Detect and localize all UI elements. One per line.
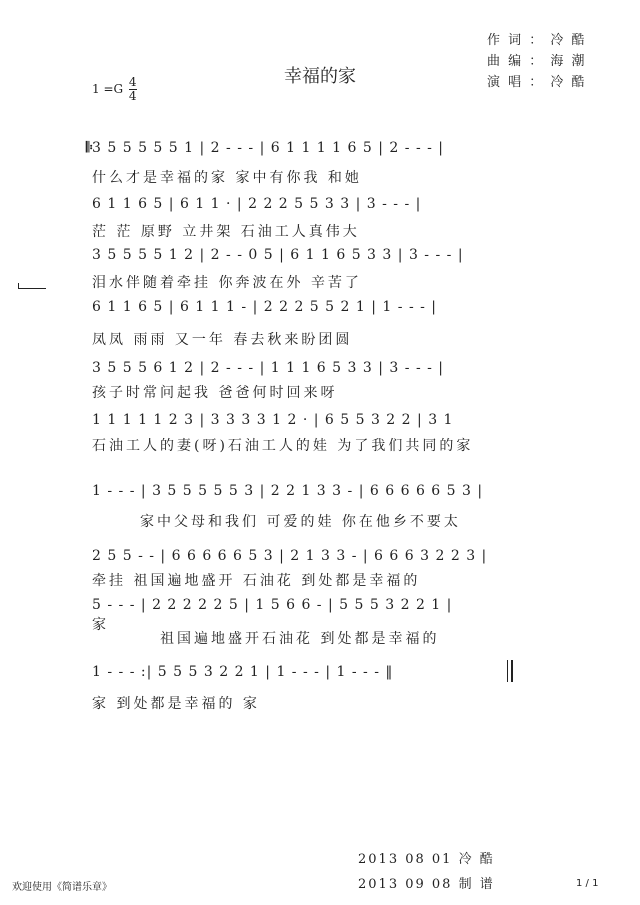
- lyrics-line-9: 家: [92, 617, 109, 633]
- notes-line-7: 1 - - - | 3 5 5 5 5 5 3 | 2 2 1 3 3 - | 6 6 6 6 6 5 3 |: [92, 483, 484, 499]
- lyrics-line-5: 孩子时常问起我 爸爸何时回来呀: [92, 385, 338, 401]
- lyrics-line-10: 家 到处都是幸福的 家: [92, 696, 260, 712]
- lyrics-line-1: 什么才是幸福的家 家中有你我 和她: [92, 170, 362, 186]
- final-barline-thin: [507, 660, 508, 682]
- margin-mark: [18, 288, 46, 289]
- notes-line-1: 3 5 5 5 5 5 1 | 2 - - - | 6 1 1 1 1 6 5 | 2 - - - |: [92, 140, 445, 156]
- arranger-credit: 曲 编 ： 海 潮: [487, 54, 587, 69]
- notes-line-10: 1 - - - :| 5 5 5 3 2 2 1 | 1 - - - | 1 - - - ‖: [92, 664, 394, 680]
- song-title: 幸福的家: [284, 66, 356, 87]
- page-number: 1 / 1: [576, 878, 599, 889]
- time-top: 4: [128, 75, 137, 89]
- footer-text: 欢迎使用《简谱乐章》: [12, 882, 112, 893]
- time-signature: [129, 76, 137, 103]
- notes-line-2: 6 1 1 6 5 | 6 1 1 · | 2 2 2 5 5 3 3 | 3 - - - |: [92, 196, 422, 212]
- key-signature: [92, 76, 137, 103]
- singer-credit: 演 唱 ： 冷 酷: [487, 75, 587, 90]
- lyrics-line-2: 茫 茫 原野 立井架 石油工人真伟大: [92, 224, 360, 240]
- time-bottom: 4: [128, 89, 137, 103]
- notes-line-5: 3 5 5 5 6 1 2 | 2 - - - | 1 1 1 6 5 3 3 | 3 - - - |: [92, 360, 445, 376]
- lyricist-credit: 作 词 ： 冷 酷: [487, 33, 587, 48]
- lyrics-line-4: 凤凤 雨雨 又一年 春去秋来盼团圆: [92, 332, 353, 348]
- lyrics-line-3: 泪水伴随着牵挂 你奔波在外 辛苦了: [92, 275, 362, 291]
- key-label: 1 =G: [92, 82, 124, 96]
- lyrics-line-6: 石油工人的妻(呀)石油工人的娃 为了我们共同的家: [92, 438, 474, 454]
- date-line-2: 2013 09 08 制 谱: [358, 877, 495, 892]
- notes-line-8: 2 5 5 - - | 6 6 6 6 6 5 3 | 2 1 3 3 - | 6 6 6 3 2 2 3 |: [92, 548, 488, 564]
- final-barline: [511, 660, 513, 682]
- notes-line-4: 6 1 1 6 5 | 6 1 1 1 - | 2 2 2 5 5 2 1 | 1 - - - |: [92, 299, 438, 315]
- repeat-start: 𝄆: [86, 140, 93, 156]
- credits-block: [487, 30, 587, 93]
- date-line-1: 2013 08 01 冷 酷: [358, 852, 495, 867]
- notes-line-6: 1 1 1 1 1 2 3 | 3 3 3 3 1 2 · | 6 5 5 3 2 2 | 3 1: [92, 412, 454, 428]
- notes-line-9: 5 - - - | 2 2 2 2 2 5 | 1 5 6 6 - | 5 5 5 3 2 2 1 |: [92, 597, 453, 613]
- notes-line-3: 3 5 5 5 5 1 2 | 2 - - 0 5 | 6 1 1 6 5 3 3 | 3 - - - |: [92, 247, 464, 263]
- lyrics-line-8: 牵挂 祖国遍地盛开 石油花 到处都是幸福的: [92, 573, 421, 589]
- lyrics-line-7: 家中父母和我们 可爱的娃 你在他乡不要太: [140, 514, 461, 530]
- margin-mark-tick: [18, 283, 19, 288]
- lyrics-line-9-b: 祖国遍地盛开石油花 到处都是幸福的: [160, 631, 440, 647]
